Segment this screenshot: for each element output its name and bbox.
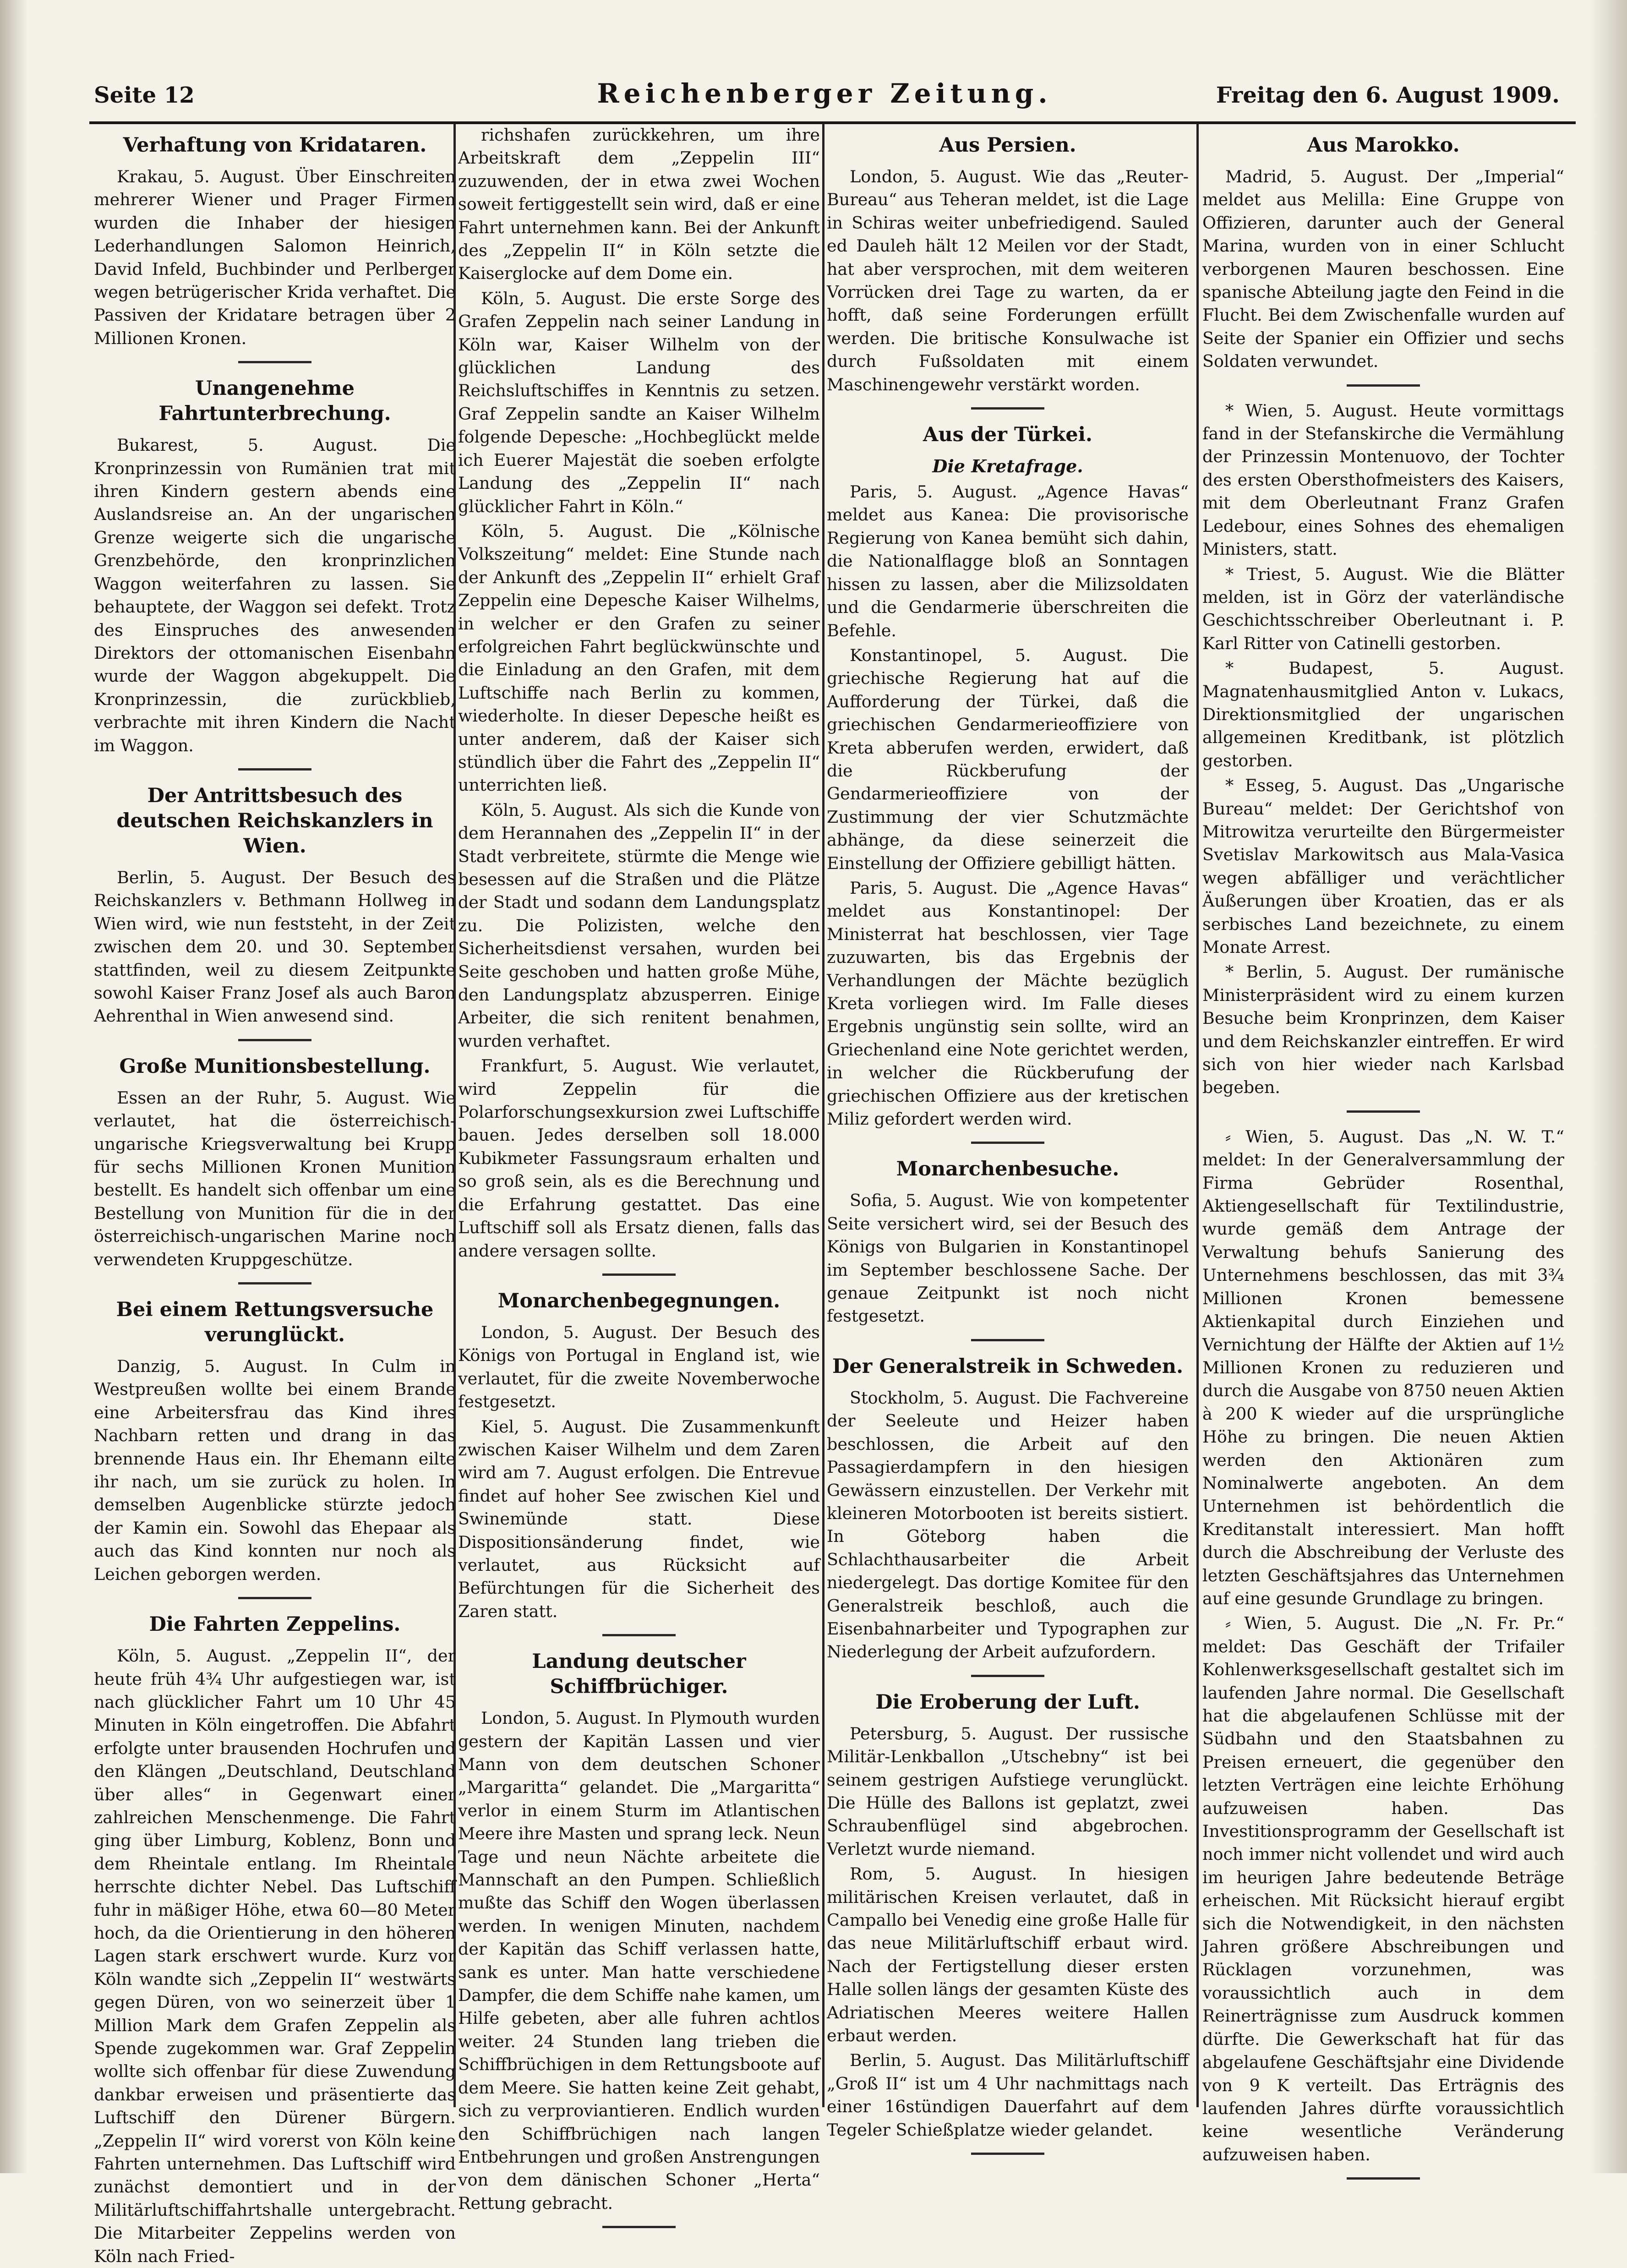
column-2 <box>458 124 820 2213</box>
article-headline: Große Munitionsbestellung. <box>119 1055 431 1078</box>
article-paragraph: ⸗ Wien, 5. August. Die „N. Fr. Pr.“ meldet: Das Geschäft der Trifailer Kohlenwerksgesellschaft gestaltet sich im laufenden Jahre normal. Die Gesellschaft hat die abgelaufenen Schlüsse mit der Südbahn und den Staatsbahnen zu Preisen erneuert, die gegenüber den letzten Verträgen eine leichte Erhöhung aufzuweisen haben. Das Investitionsprogramm der Gesellschaft ist noch immer nicht vollendet und wird auch im heurigen Jahre bedeutende Beträge erheischen. Mit Rücksicht hierauf ergibt sich die Notwendigkeit, in den nächsten Jahren größere Abschreibungen und Rücklagen vorzunehmen, was voraussichtlich auch in dem Reinerträgnisse zum Ausdruck kommen dürfte. Die Gewerkschaft hat für das abgelaufene Geschäftsjahr eine Dividende von 9 K verteilt. Das Erträgnis des laufenden Jahres dürfte voraussichtlich keine wesentliche Veränderung aufzuweisen haben. <box>1202 1613 1564 2164</box>
article-separator <box>1347 2177 1420 2180</box>
article-separator <box>602 1273 676 1276</box>
article-separator <box>971 1339 1044 1341</box>
article-paragraph: Bukarest, 5. August. Die Kronprinzessin von Rumänien trat mit ihren Kindern gestern abends eine Auslandsreise an. An der ungarischen Grenze weigerte sich die ungarische Grenzbehörde, den kronprinzlichen Waggon weiterfahren zu lassen. Sie behauptete, der Waggon sei defekt. Trotz des Einspruches des anwesenden Direktors der ottomanischen Eisenbahn wurde der Waggon abgekuppelt. Die Kronprinzessin, die zurückblieb, verbrachte mit ihren Kindern die Nacht im Waggon. <box>94 435 456 755</box>
article-separator <box>1347 384 1420 387</box>
article-paragraph: London, 5. August. Der Besuch des Königs von Portugal in England ist, wie verlautet, für die zweite Novemberwoche festgesetzt. <box>458 1322 820 1412</box>
article-paragraph: Köln, 5. August. Die erste Sorge des Grafen Zeppelin nach seiner Landung in Köln war, Kaiser Wilhelm von der glücklichen Landung des Reichsluftschiffes in Kenntnis zu setzen. Graf Zeppelin sandte an Kaiser Wilhelm folgende Depesche: „Hochbeglückt melde ich Euerer Majestät die soeben erfolgte Landung des „Zeppelin II“ nach glücklicher Fahrt in Köln.“ <box>458 288 820 516</box>
article-headline: Aus der Türkei. <box>923 423 1092 447</box>
article-separator <box>971 1142 1044 1144</box>
article-headline: Monarchenbegegnungen. <box>497 1289 781 1312</box>
issue-date: Freitag den 6. August 1909. <box>1216 82 1560 108</box>
article-paragraph: Köln, 5. August. „Zeppelin II“, der heute früh 4¾ Uhr aufgestiegen war, ist nach glücklicher Fahrt um 10 Uhr 45 Minuten in Köln eingetroffen. Die Abfahrt erfolgte unter brausenden Hochrufen und den Klängen „Deutschland, Deutschland über alles“ in Gegenwart einer zahlreichen Menschenmenge. Die Fahrt ging über Limburg, Koblenz, Bonn und dem Rheintale entlang. Im Rheintale herrschte dichter Nebel. Das Luftschiff fuhr in mäßiger Höhe, etwa 60—80 Meter hoch, da die Orientierung in den höheren Lagen stark erschwert wurde. Kurz vor Köln wandte sich „Zeppelin II“ westwärts gegen Düren, von wo seinerzeit über 1 Million Mark dem Grafen Zeppelin als Spende zugekommen war. Graf Zeppelin wollte sich offenbar für diese Zuwendung dankbar erweisen und präsentierte das Luftschiff den Dürener Bürgern. „Zeppelin II“ wird vorerst von Köln keine Fahrten unternehmen. Das Luftschiff wird zunächst demontiert und in der Militärluftschiffahrtshalle untergebracht. Die Mitarbeiter Zeppelins werden von Köln nach Fried- <box>94 1646 456 2266</box>
article-headline: Aus Persien. <box>939 134 1076 157</box>
column-3 <box>827 124 1189 2140</box>
article-paragraph: Petersburg, 5. August. Der russische Militär-Lenkballon „Utschebny“ ist bei seinem gestrigen Aufstiege verunglückt. Die Hülle des Ballons ist geplatzt, zwei Schraubenflügel sind abgebrochen. Verletzt wurde niemand. <box>827 1723 1189 1859</box>
article-paragraph: Frankfurt, 5. August. Wie verlautet, wird Zeppelin für die Polarforschungsexkursion zwei Luftschiffe bauen. Jedes derselben soll 18.000 Kubikmeter Fassungsraum erhalten und so groß sein, als es die Berechnung und die Erfahrung gestattet. Das eine Luftschiff soll als Ersatz dienen, falls das andere versagen sollte. <box>458 1056 820 1261</box>
article-paragraph: Paris, 5. August. Die „Agence Havas“ meldet aus Konstantinopel: Der Ministerrat hat beschlossen, vier Tage zuzuwarten, bis das Ergebnis der Verhandlungen der Mächte bezüglich Kreta vorliegen wird. Im Falle dieses Ergebnis ungünstig sein sollte, wird an Griechenland eine Note gerichtet werden, in welcher die Rückberufung der griechischen Offiziere aus der kretischen Miliz gefordert werden wird. <box>827 878 1189 1129</box>
article-headline: Monarchenbesuche. <box>896 1158 1119 1181</box>
page-edge-shadow-right <box>1590 0 1627 2173</box>
article-paragraph: Sofia, 5. August. Wie von kompetenter Seite versichert wird, sei der Besuch des Königs von Bulgarien in Konstantinopel im September beschlossene Sache. Der genaue Zeitpunkt ist noch nicht festgesetzt. <box>827 1191 1189 1326</box>
article-paragraph: Rom, 5. August. In hiesigen militärischen Kreisen verlautet, daß in Campallo bei Venedig eine große Halle für das neue Militärluftschiff erbaut wird. Nach der Fertigstellung dieser ersten Halle sollen längs der gesamten Küste des Adriatischen Meeres weitere Hallen erbaut werden. <box>827 1864 1189 2046</box>
article-separator <box>971 2153 1044 2155</box>
article-paragraph: * Wien, 5. August. Heute vormittags fand in der Stefanskirche die Vermählung der Prinzessin Montenuovo, der Tochter des ersten Obersthofmeisters des Kaisers, mit dem Oberleutnant Franz Grafen Ledebour, eines Sohnes des ehemaligen Ministers, statt. <box>1202 400 1564 559</box>
article-headline: Der Generalstreik in Schweden. <box>832 1355 1184 1378</box>
article-paragraph: Paris, 5. August. „Agence Havas“ meldet aus Kanea: Die provisorische Regierung von Kanea bemüht sich dahin, die Nationalflagge bloß an Sonntagen hissen zu lassen, aber die Milizsoldaten und die Gendarmerie überschreiten die Befehle. <box>827 482 1189 640</box>
article-paragraph: richshafen zurückkehren, um ihre Arbeitskraft dem „Zeppelin III“ zuzuwenden, der in etwa zwei Wochen soweit fertiggestellt sein wird, daß er eine Fahrt unternehmen kann. Bei der Ankunft des „Zeppelin II“ in Köln setzte die Kaiserglocke auf dem Dome ein. <box>458 125 820 284</box>
page-header <box>89 78 1560 119</box>
column-1 <box>94 124 456 2266</box>
article-headline: Verhaftung von Kridataren. <box>123 134 427 157</box>
article-separator <box>238 768 311 771</box>
article-separator <box>602 2226 676 2228</box>
article-paragraph: Danzig, 5. August. In Culm in Westpreußen wollte bei einem Brande eine Arbeitersfrau das Kind ihres Nachbarn retten und drang in das brennende Haus ein. Ihr Ehemann eilte ihr nach, um sie zurück zu holen. In demselben Augenblicke stürzte jedoch der Kamin ein. Sowohl das Ehepaar als auch das Kind konnten nur noch als Leichen geborgen werden. <box>94 1356 456 1584</box>
article-headline: Der Antrittsbesuch des deutschen Reichskanzlers in Wien. <box>116 784 433 858</box>
column-rule <box>1196 124 1199 2107</box>
article-paragraph: Madrid, 5. August. Der „Imperial“ meldet aus Melilla: Eine Gruppe von Offizieren, darunter auch der General Marina, wurden von in einer Schlucht verborgenen Mauren beschossen. Eine spanische Abteilung jagte den Feind in die Flucht. Bei dem Zwischenfalle wurden auf Seite der Spanier ein Offizier und sechs Soldaten verwundet. <box>1202 167 1564 372</box>
page-edge-shadow-left <box>0 0 27 2173</box>
article-separator <box>238 1039 311 1041</box>
article-headline: Die Fahrten Zeppelins. <box>149 1613 401 1636</box>
article-paragraph: London, 5. August. In Plymouth wurden gestern der Kapitän Lassen und vier Mann von dem deutschen Schoner „Margaritta“ gelandet. Die „Margaritta“ verlor in einem Sturm im Atlantischen Meere ihre Masten und sprang leck. Neun Tage und neun Nächte arbeitete die Mannschaft an den Pumpen. Schließlich mußte das Schiff den Wogen überlassen werden. In wenigen Minuten, nachdem der Kapitän das Schiff verlassen hatte, sank es unter. Man hatte verschiedene Dampfer, die dem Schiffe nahe kamen, um Hilfe gebeten, aber alle fuhren achtlos weiter. 24 Stunden lang trieben die Schiffbrüchigen in dem Rettungsboote auf dem Meere. Sie hatten keine Zeit gehabt, sich zu verproviantieren. Endlich wurden den Schiffbrüchigen nach langen Entbehrungen und großen Anstrengungen von dem dänischen Schoner „Herta“ Rettung gebracht. <box>458 1708 820 2213</box>
newspaper-title: Reichenberger Zeitung. <box>597 78 1052 109</box>
article-paragraph: Kiel, 5. August. Die Zusammenkunft zwischen Kaiser Wilhelm und dem Zaren wird am 7. August erfolgen. Die Entrevue findet auf hoher See zwischen Kiel und Swinemünde statt. Diese Dispositionsänderung findet, wie verlautet, aus Rücksicht auf Befürchtungen für die Sicherheit des Zaren statt. <box>458 1416 820 1621</box>
article-paragraph: Krakau, 5. August. Über Einschreiten mehrerer Wiener und Prager Firmen wurden die Inhaber der hiesigen Lederhandlungen Salomon Heinrich, David Infeld, Buchbinder und Perlberger wegen betrügerischer Krida verhaftet. Die Passiven der Kridatare betragen über 2 Millionen Kronen. <box>94 167 456 348</box>
article-separator <box>602 1634 676 1636</box>
article-subheadline: Die Kretafrage. <box>932 456 1083 477</box>
article-paragraph: Berlin, 5. August. Das Militärluftschiff „Groß II“ ist um 4 Uhr nachmittags nach einer 16stündigen Dauerfahrt auf dem Tegeler Schießplatze wieder gelandet. <box>827 2050 1189 2140</box>
article-paragraph: Köln, 5. August. Als sich die Kunde von dem Herannahen des „Zeppelin II“ in der Stadt verbreitete, stürmte die Menge wie besessen auf die Straßen und die Plätze der Stadt und sodann dem Landungsplatz zu. Die Polizisten, welche den Sicherheitsdienst versahen, wurden bei Seite geschoben und hatten große Mühe, den Landungsplatz abzusperren. Einige Arbeiter, die sich renitent benahmen, wurden verhaftet. <box>458 800 820 1051</box>
article-paragraph: ⸗ Wien, 5. August. Das „N. W. T.“ meldet: In der Generalversammlung der Firma Gebrüder Rosenthal, Aktiengesellschaft für Textilindustrie, wurde gemäß dem Antrage der Verwaltung behufs Sanierung des Unternehmens beschlossen, das mit 3¾ Millionen Kronen bemessene Aktienkapital durch Einziehen und Vernichtung der Hälfte der Aktien auf 1½ Millionen Kronen zu reduzieren und durch die Ausgabe von 8750 neuen Aktien à 200 K wieder auf die ursprüngliche Höhe zu bringen. Die neuen Aktien werden den Aktionären zum Nominalwerte angeboten. An dem Unternehmen ist behördentlich die Kreditanstalt interessiert. Man hofft durch die Abschreibung der Verluste des letzten Geschäftsjahres das Unternehmen auf eine gesunde Grundlage zu bringen. <box>1202 1126 1564 1608</box>
article-paragraph: Essen an der Ruhr, 5. August. Wie verlautet, hat die österreichisch-ungarische Kriegsverwaltung bei Krupp für sechs Millionen Kronen Munition bestellt. Es handelt sich offenbar um eine Bestellung von Munition für die in der österreichisch-ungarischen Marine noch verwendeten Kruppgeschütze. <box>94 1088 456 1269</box>
article-headline: Aus Marokko. <box>1307 134 1460 157</box>
article-separator <box>238 1282 311 1284</box>
article-headline: Unangenehme Fahrtunterbrechung. <box>158 377 391 426</box>
article-paragraph: Berlin, 5. August. Der Besuch des Reichskanzlers v. Bethmann Hollweg in Wien wird, wie nun feststeht, in der Zeit zwischen dem 20. und 30. September stattfinden, weil zu diesem Zeitpunkte sowohl Kaiser Franz Josef als auch Baron Aehrenthal in Wien anwesend sind. <box>94 867 456 1026</box>
article-paragraph: * Budapest, 5. August. Magnatenhausmitglied Anton v. Lukacs, Direktionsmitglied der ungarischen allgemeinen Kreditbank, ist plötzlich gestorben. <box>1202 658 1564 771</box>
article-paragraph: London, 5. August. Wie das „Reuter-Bureau“ aus Teheran meldet, ist die Lage in Schiras weiter unbefriedigend. Sauled ed Dauleh hält 12 Meilen vor der Stadt, hat aber versprochen, mit dem weiteren Vorrücken drei Tage zu warten, da er hofft, daß seine Forderungen erfüllt werden. Die britische Konsulwache ist durch Fußsoldaten mit einem Maschinengewehr verstärkt worden. <box>827 167 1189 394</box>
article-headline: Landung deutscher Schiffbrüchiger. <box>532 1650 746 1699</box>
article-paragraph: * Triest, 5. August. Wie die Blätter melden, ist in Görz der vaterländische Geschichtsschreiber Oberleutnant i. P. Karl Ritter von Catinelli gestorben. <box>1202 564 1564 653</box>
article-paragraph: Konstantinopel, 5. August. Die griechische Regierung hat auf die Aufforderung der Türkei, daß die griechischen Gendarmerieoffiziere von Kreta abberufen werden, erwidert, daß die Rückberufung der Gendarmerieoffiziere von der Zustimmung der vier Schutzmächte abhänge, da diese seinerzeit die Einstellung der Offiziere gebilligt hätten. <box>827 645 1189 873</box>
column-rule <box>822 124 824 2107</box>
column-4 <box>1202 124 1564 2164</box>
article-paragraph: * Esseg, 5. August. Das „Ungarische Bureau“ meldet: Der Gerichtshof von Mitrowitza verurteilte den Bürgermeister Svetislav Markowitsch aus Mala-Vasica wegen abfälliger und verächtlicher Äußerungen über Kroatien, das er als serbisches Land bezeichnete, zu einem Monate Arrest. <box>1202 776 1564 957</box>
article-paragraph: Köln, 5. August. Die „Kölnische Volkszeitung“ meldet: Eine Stunde nach der Ankunft des „Zeppelin II“ erhielt Graf Zeppelin eine Depesche Kaiser Wilhelms, in welcher er den Grafen zu seiner erfolgreichen Fahrt beglückwünschte und die Einladung an den Grafen, mit dem Luftschiffe nach Berlin zu kommen, wiederholte. In dieser Depesche heißt es unter anderem, daß der Kaiser sich stündlich über die Fahrt des „Zeppelin II“ unterrichten ließ. <box>458 521 820 795</box>
article-paragraph: Stockholm, 5. August. Die Fachvereine der Seeleute und Heizer haben beschlossen, die Arbeit auf den Passagierdampfern in den hiesigen Gewässern einzustellen. Der Verkehr mit kleineren Motorbooten ist bereits sistiert. In Göteborg haben die Schlachthausarbeiter die Arbeit niedergelegt. Das dortige Komitee für den Generalstreik beschloß, auch die Eisenbahnarbeiter und Typographen zur Niederlegung der Arbeit aufzufordern. <box>827 1388 1189 1662</box>
article-separator <box>971 407 1044 410</box>
article-paragraph: * Berlin, 5. August. Der rumänische Ministerpräsident wird zu einem kurzen Besuche beim Kronprinzen, dem Kaiser und dem Reichskanzler eintreffen. Er wird sich von hier wieder nach Karlsbad begeben. <box>1202 962 1564 1098</box>
article-separator <box>971 1675 1044 1677</box>
article-separator <box>238 1597 311 1599</box>
page-number: Seite 12 <box>94 82 195 108</box>
article-separator <box>1347 1110 1420 1113</box>
article-separator <box>238 361 311 363</box>
article-headline: Die Eroberung der Luft. <box>875 1690 1140 1714</box>
article-headline: Bei einem Rettungsversuche verunglückt. <box>116 1298 434 1347</box>
